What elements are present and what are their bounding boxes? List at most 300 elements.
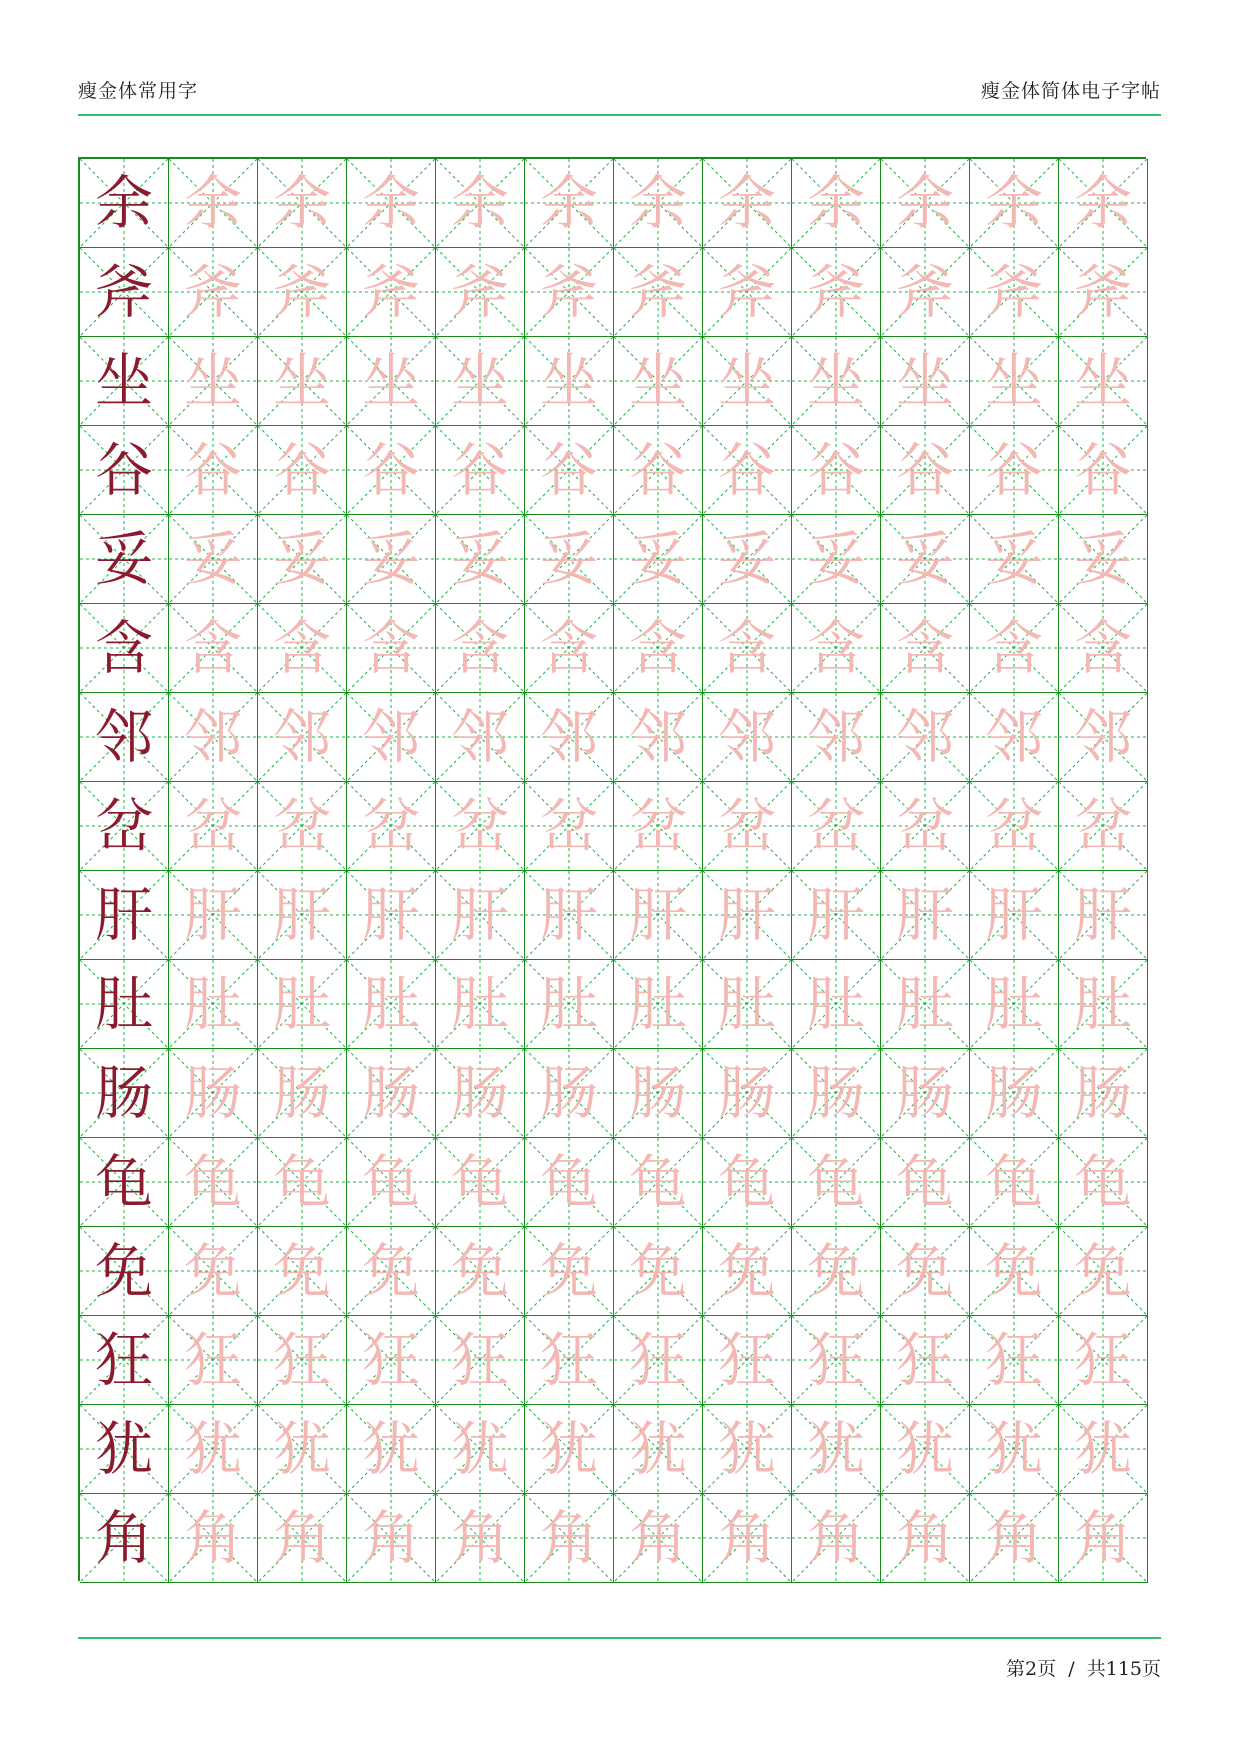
trace-character: 斧: [806, 258, 865, 326]
trace-character: 斧: [183, 258, 242, 326]
model-character: 角: [94, 1504, 153, 1572]
trace-cell: [881, 1227, 970, 1316]
model-character: 坐: [94, 347, 153, 415]
trace-cell: [614, 1227, 703, 1316]
trace-cell: [436, 1227, 525, 1316]
trace-cell: [525, 337, 614, 426]
trace-cell: [792, 1494, 881, 1583]
trace-cell: [258, 1138, 347, 1227]
trace-cell: [169, 1049, 258, 1138]
model-cell: [80, 337, 169, 426]
trace-character: 妥: [895, 525, 954, 593]
trace-cell: [792, 960, 881, 1049]
trace-character: 犹: [717, 1415, 776, 1483]
trace-character: 余: [628, 169, 687, 237]
trace-character: 肠: [183, 1059, 242, 1127]
trace-character: 余: [539, 169, 598, 237]
trace-character: 免: [806, 1237, 865, 1305]
trace-character: 余: [183, 169, 242, 237]
trace-character: 角: [361, 1504, 420, 1572]
trace-cell: [1059, 1405, 1148, 1494]
trace-character: 含: [984, 614, 1043, 682]
trace-character: 狂: [539, 1326, 598, 1394]
trace-cell: [258, 1316, 347, 1405]
trace-character: 狂: [984, 1326, 1043, 1394]
trace-character: 角: [895, 1504, 954, 1572]
trace-character: 坐: [272, 347, 331, 415]
trace-character: 狂: [717, 1326, 776, 1394]
model-cell: [80, 1138, 169, 1227]
trace-character: 岔: [361, 792, 420, 860]
trace-character: 妥: [628, 525, 687, 593]
trace-character: 犹: [895, 1415, 954, 1483]
trace-character: 余: [361, 169, 420, 237]
trace-cell: [1059, 1138, 1148, 1227]
trace-cell: [436, 693, 525, 782]
trace-cell: [881, 337, 970, 426]
trace-character: 含: [272, 614, 331, 682]
trace-character: 谷: [361, 436, 420, 504]
trace-cell: [614, 159, 703, 248]
trace-cell: [1059, 1494, 1148, 1583]
trace-character: 邻: [717, 703, 776, 771]
trace-cell: [881, 604, 970, 693]
trace-cell: [436, 782, 525, 871]
trace-cell: [792, 1049, 881, 1138]
trace-character: 坐: [895, 347, 954, 415]
trace-character: 邻: [361, 703, 420, 771]
page-number: 第2页: [1006, 1658, 1057, 1680]
trace-character: 邻: [984, 703, 1043, 771]
trace-character: 余: [272, 169, 331, 237]
model-character: 余: [94, 169, 153, 237]
trace-character: 肝: [272, 881, 331, 949]
model-character: 岔: [94, 792, 153, 860]
trace-character: 犹: [1073, 1415, 1132, 1483]
trace-character: 妥: [361, 525, 420, 593]
trace-character: 坐: [628, 347, 687, 415]
model-character: 免: [94, 1237, 153, 1305]
page-total: 共115页: [1086, 1658, 1161, 1680]
trace-cell: [347, 1494, 436, 1583]
trace-cell: [436, 1405, 525, 1494]
trace-character: 肚: [717, 970, 776, 1038]
trace-character: 谷: [984, 436, 1043, 504]
trace-cell: [347, 1227, 436, 1316]
trace-cell: [970, 604, 1059, 693]
trace-character: 坐: [539, 347, 598, 415]
trace-character: 妥: [717, 525, 776, 593]
trace-cell: [169, 1405, 258, 1494]
trace-cell: [525, 871, 614, 960]
trace-character: 邻: [895, 703, 954, 771]
trace-character: 岔: [450, 792, 509, 860]
trace-character: 角: [984, 1504, 1043, 1572]
trace-character: 龟: [361, 1148, 420, 1216]
trace-cell: [792, 159, 881, 248]
trace-character: 谷: [895, 436, 954, 504]
trace-cell: [525, 248, 614, 337]
trace-cell: [525, 515, 614, 604]
trace-cell: [703, 159, 792, 248]
trace-character: 肚: [539, 970, 598, 1038]
trace-cell: [614, 337, 703, 426]
trace-cell: [1059, 248, 1148, 337]
model-cell: [80, 248, 169, 337]
trace-character: 肠: [272, 1059, 331, 1127]
trace-character: 角: [1073, 1504, 1132, 1572]
trace-character: 肚: [984, 970, 1043, 1038]
trace-character: 谷: [272, 436, 331, 504]
trace-cell: [258, 693, 347, 782]
trace-cell: [792, 337, 881, 426]
trace-character: 免: [717, 1237, 776, 1305]
trace-cell: [1059, 960, 1148, 1049]
trace-cell: [1059, 604, 1148, 693]
trace-character: 妥: [539, 525, 598, 593]
trace-cell: [970, 159, 1059, 248]
trace-character: 肚: [183, 970, 242, 1038]
trace-cell: [703, 782, 792, 871]
trace-cell: [525, 1227, 614, 1316]
trace-cell: [881, 960, 970, 1049]
trace-cell: [970, 426, 1059, 515]
trace-cell: [614, 1049, 703, 1138]
trace-character: 岔: [539, 792, 598, 860]
trace-cell: [347, 1316, 436, 1405]
trace-character: 犹: [628, 1415, 687, 1483]
trace-cell: [792, 1138, 881, 1227]
trace-character: 斧: [361, 258, 420, 326]
trace-cell: [347, 337, 436, 426]
trace-cell: [703, 248, 792, 337]
practice-grid: [78, 157, 1146, 1581]
model-character: 狂: [94, 1326, 153, 1394]
trace-cell: [881, 1049, 970, 1138]
trace-character: 狂: [1073, 1326, 1132, 1394]
trace-character: 肠: [806, 1059, 865, 1127]
trace-cell: [881, 515, 970, 604]
trace-cell: [347, 782, 436, 871]
model-cell: [80, 871, 169, 960]
trace-character: 妥: [450, 525, 509, 593]
trace-cell: [525, 1494, 614, 1583]
trace-character: 狂: [361, 1326, 420, 1394]
trace-character: 肚: [806, 970, 865, 1038]
trace-cell: [347, 1138, 436, 1227]
trace-cell: [970, 871, 1059, 960]
trace-cell: [792, 1227, 881, 1316]
trace-character: 狂: [272, 1326, 331, 1394]
trace-cell: [525, 604, 614, 693]
trace-cell: [792, 1405, 881, 1494]
trace-cell: [614, 871, 703, 960]
trace-cell: [614, 960, 703, 1049]
trace-cell: [169, 693, 258, 782]
trace-character: 角: [717, 1504, 776, 1572]
trace-character: 岔: [806, 792, 865, 860]
trace-cell: [614, 1405, 703, 1494]
trace-cell: [970, 782, 1059, 871]
trace-cell: [436, 426, 525, 515]
trace-character: 妥: [272, 525, 331, 593]
trace-cell: [258, 1049, 347, 1138]
trace-character: 岔: [984, 792, 1043, 860]
trace-character: 肝: [450, 881, 509, 949]
trace-character: 龟: [984, 1148, 1043, 1216]
trace-character: 肠: [450, 1059, 509, 1127]
header-right-title: 瘦金体简体电子字帖: [980, 80, 1161, 102]
trace-character: 邻: [272, 703, 331, 771]
trace-character: 含: [183, 614, 242, 682]
trace-character: 含: [895, 614, 954, 682]
trace-character: 余: [717, 169, 776, 237]
trace-cell: [614, 248, 703, 337]
trace-character: 狂: [183, 1326, 242, 1394]
trace-cell: [614, 426, 703, 515]
trace-cell: [525, 782, 614, 871]
trace-character: 斧: [272, 258, 331, 326]
trace-cell: [881, 782, 970, 871]
trace-cell: [970, 1316, 1059, 1405]
trace-character: 坐: [1073, 347, 1132, 415]
trace-character: 免: [895, 1237, 954, 1305]
trace-cell: [703, 1138, 792, 1227]
trace-character: 岔: [628, 792, 687, 860]
trace-character: 邻: [1073, 703, 1132, 771]
trace-character: 肝: [984, 881, 1043, 949]
model-cell: [80, 1316, 169, 1405]
trace-character: 龟: [628, 1148, 687, 1216]
trace-cell: [436, 604, 525, 693]
trace-character: 斧: [539, 258, 598, 326]
trace-cell: [792, 426, 881, 515]
model-cell: [80, 1494, 169, 1583]
trace-character: 坐: [717, 347, 776, 415]
trace-cell: [881, 1405, 970, 1494]
trace-cell: [703, 337, 792, 426]
trace-cell: [436, 960, 525, 1049]
trace-character: 余: [1073, 169, 1132, 237]
trace-cell: [347, 248, 436, 337]
trace-cell: [347, 871, 436, 960]
trace-cell: [881, 426, 970, 515]
trace-character: 谷: [717, 436, 776, 504]
model-cell: [80, 1405, 169, 1494]
trace-character: 岔: [183, 792, 242, 860]
model-character: 龟: [94, 1148, 153, 1216]
trace-cell: [436, 515, 525, 604]
trace-character: 免: [272, 1237, 331, 1305]
trace-character: 免: [183, 1237, 242, 1305]
trace-cell: [1059, 159, 1148, 248]
trace-cell: [169, 960, 258, 1049]
trace-character: 龟: [895, 1148, 954, 1216]
trace-character: 肠: [717, 1059, 776, 1127]
header-rule: [78, 114, 1161, 116]
trace-character: 余: [450, 169, 509, 237]
trace-cell: [1059, 1227, 1148, 1316]
trace-character: 肚: [272, 970, 331, 1038]
trace-character: 谷: [450, 436, 509, 504]
trace-character: 含: [806, 614, 865, 682]
trace-cell: [436, 248, 525, 337]
trace-character: 免: [628, 1237, 687, 1305]
trace-cell: [1059, 1316, 1148, 1405]
model-character: 肚: [94, 970, 153, 1038]
model-cell: [80, 1227, 169, 1316]
trace-character: 岔: [895, 792, 954, 860]
trace-character: 妥: [984, 525, 1043, 593]
trace-character: 肝: [717, 881, 776, 949]
page-footer: [1006, 1654, 1161, 1681]
trace-cell: [881, 1494, 970, 1583]
trace-cell: [347, 515, 436, 604]
trace-cell: [881, 1138, 970, 1227]
trace-cell: [614, 1138, 703, 1227]
trace-character: 妥: [1073, 525, 1132, 593]
trace-cell: [614, 1316, 703, 1405]
trace-cell: [703, 515, 792, 604]
trace-character: 含: [539, 614, 598, 682]
trace-cell: [525, 1316, 614, 1405]
trace-cell: [1059, 1049, 1148, 1138]
model-character: 邻: [94, 703, 153, 771]
trace-cell: [1059, 515, 1148, 604]
trace-character: 斧: [717, 258, 776, 326]
trace-cell: [970, 248, 1059, 337]
trace-character: 角: [183, 1504, 242, 1572]
trace-character: 龟: [183, 1148, 242, 1216]
trace-character: 犹: [539, 1415, 598, 1483]
trace-character: 肝: [183, 881, 242, 949]
trace-cell: [1059, 337, 1148, 426]
trace-character: 斧: [628, 258, 687, 326]
trace-cell: [347, 604, 436, 693]
trace-character: 狂: [895, 1326, 954, 1394]
trace-character: 龟: [1073, 1148, 1132, 1216]
trace-character: 邻: [806, 703, 865, 771]
trace-character: 角: [628, 1504, 687, 1572]
trace-character: 肚: [1073, 970, 1132, 1038]
trace-cell: [881, 871, 970, 960]
trace-cell: [614, 782, 703, 871]
trace-character: 龟: [450, 1148, 509, 1216]
trace-cell: [1059, 693, 1148, 782]
trace-character: 邻: [628, 703, 687, 771]
trace-cell: [525, 1405, 614, 1494]
trace-character: 含: [450, 614, 509, 682]
trace-cell: [1059, 782, 1148, 871]
trace-character: 含: [1073, 614, 1132, 682]
trace-cell: [258, 426, 347, 515]
trace-cell: [614, 515, 703, 604]
trace-cell: [258, 515, 347, 604]
model-cell: [80, 159, 169, 248]
trace-cell: [703, 1227, 792, 1316]
trace-cell: [1059, 426, 1148, 515]
trace-cell: [258, 337, 347, 426]
trace-cell: [258, 960, 347, 1049]
trace-cell: [881, 159, 970, 248]
trace-character: 余: [895, 169, 954, 237]
trace-character: 犹: [183, 1415, 242, 1483]
trace-character: 肝: [361, 881, 420, 949]
trace-cell: [703, 604, 792, 693]
trace-cell: [169, 337, 258, 426]
trace-cell: [970, 1138, 1059, 1227]
trace-cell: [792, 604, 881, 693]
trace-cell: [703, 960, 792, 1049]
trace-cell: [792, 248, 881, 337]
trace-cell: [703, 1405, 792, 1494]
trace-cell: [258, 604, 347, 693]
trace-character: 斧: [984, 258, 1043, 326]
trace-character: 邻: [450, 703, 509, 771]
trace-character: 邻: [183, 703, 242, 771]
trace-character: 肚: [450, 970, 509, 1038]
trace-cell: [792, 1316, 881, 1405]
trace-cell: [525, 1049, 614, 1138]
trace-cell: [881, 693, 970, 782]
trace-character: 坐: [183, 347, 242, 415]
model-cell: [80, 515, 169, 604]
trace-cell: [525, 960, 614, 1049]
trace-character: 谷: [628, 436, 687, 504]
trace-character: 肝: [806, 881, 865, 949]
trace-cell: [169, 1316, 258, 1405]
trace-cell: [614, 1494, 703, 1583]
trace-character: 斧: [450, 258, 509, 326]
trace-character: 肠: [984, 1059, 1043, 1127]
trace-character: 斧: [895, 258, 954, 326]
trace-character: 妥: [806, 525, 865, 593]
trace-cell: [169, 871, 258, 960]
trace-character: 肠: [539, 1059, 598, 1127]
trace-character: 谷: [539, 436, 598, 504]
trace-cell: [970, 1049, 1059, 1138]
trace-character: 斧: [1073, 258, 1132, 326]
trace-cell: [347, 159, 436, 248]
trace-character: 坐: [450, 347, 509, 415]
trace-character: 免: [984, 1237, 1043, 1305]
trace-character: 余: [806, 169, 865, 237]
trace-character: 犹: [272, 1415, 331, 1483]
trace-cell: [525, 693, 614, 782]
model-cell: [80, 782, 169, 871]
header-left-title: 瘦金体常用字: [78, 80, 199, 102]
model-character: 斧: [94, 258, 153, 326]
trace-character: 肝: [628, 881, 687, 949]
trace-cell: [436, 1494, 525, 1583]
trace-cell: [169, 248, 258, 337]
trace-cell: [703, 1049, 792, 1138]
trace-cell: [347, 693, 436, 782]
trace-cell: [970, 1405, 1059, 1494]
trace-cell: [703, 1494, 792, 1583]
trace-character: 余: [984, 169, 1043, 237]
trace-character: 龟: [717, 1148, 776, 1216]
trace-character: 肚: [361, 970, 420, 1038]
trace-cell: [169, 426, 258, 515]
trace-character: 犹: [984, 1415, 1043, 1483]
trace-cell: [792, 871, 881, 960]
trace-cell: [525, 1138, 614, 1227]
trace-cell: [881, 1316, 970, 1405]
trace-cell: [525, 426, 614, 515]
trace-character: 角: [272, 1504, 331, 1572]
trace-character: 肠: [361, 1059, 420, 1127]
